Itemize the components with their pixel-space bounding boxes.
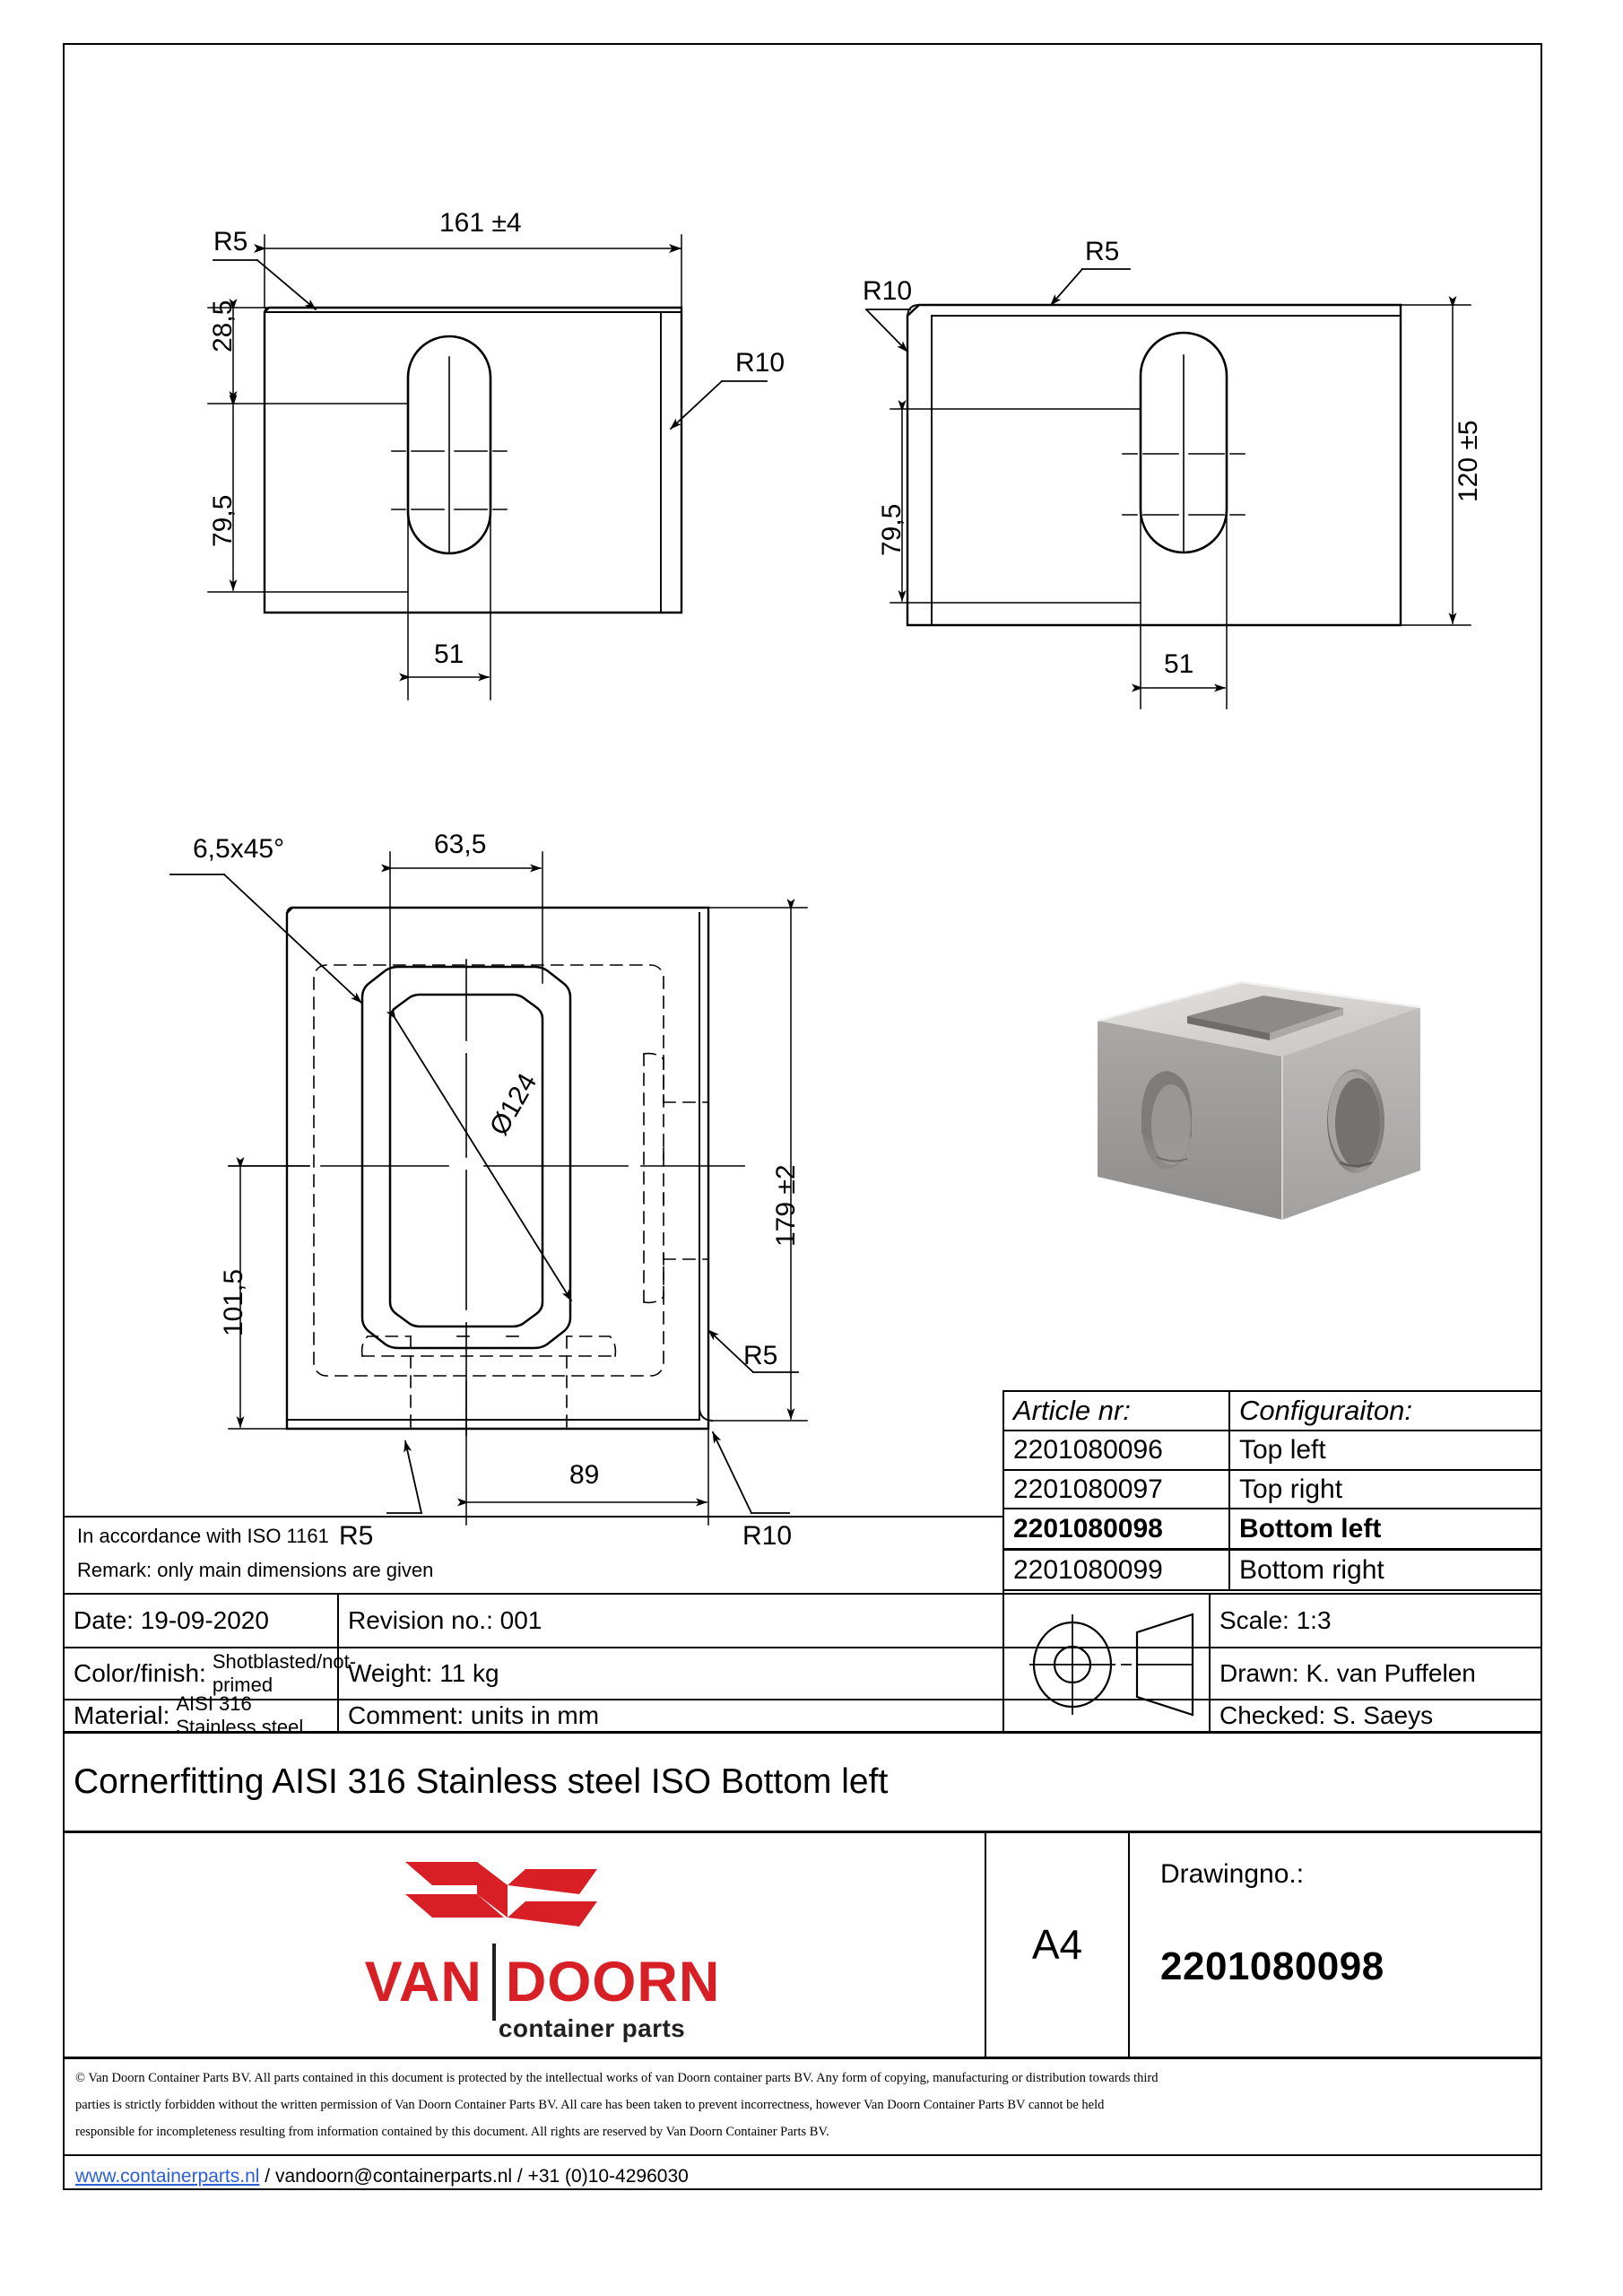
dim-view3-diameter: Ø124: [484, 1068, 543, 1141]
material-field: Material: AISI 316 Stainless steel: [74, 1692, 304, 1738]
contact-line: [75, 2166, 689, 2187]
article-table-header-article: Article nr:: [1013, 1395, 1131, 1426]
dim-view1-r10: R10: [735, 348, 785, 378]
dim-view3-hole-width: 63,5: [434, 830, 487, 859]
drawing-no-value: 2201080098: [1160, 1944, 1384, 1988]
article-table-row-1-article: 2201080097: [1013, 1474, 1163, 1504]
logo-word-van: VAN: [364, 1951, 482, 2013]
article-table-row-1-configuration: Top right: [1239, 1474, 1343, 1504]
dim-view3-height: 179 ±2: [771, 1164, 801, 1247]
dim-view3-r5-right: R5: [743, 1341, 778, 1370]
sheet-size: A4: [1031, 1921, 1083, 1968]
date-field: Date: 19-09-2020: [74, 1606, 269, 1634]
weight-field: Weight: 11 kg: [348, 1659, 499, 1687]
drawing-no-label: Drawingno.:: [1160, 1859, 1305, 1889]
copyright-line-2: responsible for incompleteness resulting from information contained by this document. All rights are reserved by Van Doorn Container Parts BV.: [75, 2125, 829, 2139]
dim-view3-chamfer: 6,5x45°: [193, 834, 285, 864]
dim-view2-r10: R10: [863, 276, 913, 306]
logo-divider: [492, 1944, 496, 2021]
article-table-row-3-article: 2201080099: [1013, 1554, 1163, 1585]
dim-view1-top-offset: 28,5: [208, 300, 238, 352]
comment-field: Comment: units in mm: [348, 1701, 600, 1729]
isometric-render: [1056, 951, 1558, 1309]
iso-standard-note: In accordance with ISO 1161: [77, 1525, 329, 1547]
company-logo: [269, 1855, 816, 2048]
drawn-by-field: Drawn: K. van Puffelen: [1219, 1659, 1476, 1687]
article-table-header-configuration: Configuraiton:: [1239, 1395, 1413, 1426]
article-table-row-3-configuration: Bottom right: [1239, 1554, 1384, 1585]
website-link[interactable]: www.containerparts.nl: [75, 2166, 260, 2187]
dim-view3-r10: R10: [742, 1521, 793, 1551]
remark-note: Remark: only main dimensions are given: [77, 1559, 434, 1581]
dim-view1-width: 161 ±4: [439, 208, 522, 238]
revision-field: Revision no.: 001: [348, 1606, 542, 1634]
dim-view1-r5: R5: [213, 227, 248, 257]
color-finish-field: Color/finish: Shotblasted/not-primed: [74, 1650, 357, 1696]
article-table-row-0-configuration: Top left: [1239, 1435, 1326, 1465]
dim-view2-hole-height: 79,5: [877, 503, 907, 556]
dim-view1-hole-width: 51: [434, 639, 464, 669]
dim-view3-left-dim: 101,5: [219, 1268, 248, 1336]
dim-view2-hole-width: 51: [1164, 649, 1194, 679]
checked-by-field: Checked: S. Saeys: [1219, 1701, 1434, 1729]
copyright-line-1: parties is strictly forbidden without the written permission of Van Doorn Container Parts BV. All care has been taken to prevent incorrectness, however Van Doorn Container Parts BV cannot be held: [75, 2098, 1105, 2112]
article-table-row-2-article: 2201080098: [1013, 1513, 1163, 1544]
article-table-row-2-configuration: Bottom left: [1239, 1513, 1382, 1544]
dim-view3-r5-bottom-left: R5: [339, 1521, 374, 1551]
first-angle-projection-symbol: [1004, 1595, 1209, 1734]
contact-rest: / vandoorn@containerparts.nl / +31 (0)10-4296030: [259, 2166, 689, 2187]
dim-view1-hole-height: 79,5: [208, 494, 238, 547]
main-title-row: [63, 1734, 1542, 1832]
dim-view3-bottom-dim: 89: [569, 1460, 600, 1490]
copyright-line-0: © Van Doorn Container Parts BV. All parts contained in this document is protected by the intellectual works of van Doorn container parts BV. Any form of copying, manufacturing or distribution towards third: [75, 2071, 1159, 2085]
dim-view2-height: 120 ±5: [1454, 420, 1483, 502]
scale-field: Scale: 1:3: [1219, 1606, 1332, 1634]
title-block: [63, 1516, 1542, 1738]
logo-tagline: container parts: [498, 2014, 686, 2042]
page-title: Cornerfitting AISI 316 Stainless steel ISO Bottom left: [74, 1762, 889, 1801]
chevron-logo-icon: [269, 1855, 816, 1952]
article-table-row-0-article: 2201080096: [1013, 1435, 1163, 1465]
dim-view2-r5: R5: [1085, 237, 1120, 266]
logo-word-doorn: DOORN: [505, 1951, 721, 2013]
logo-wordmark: [269, 1952, 816, 2013]
copyright-footer: [63, 2058, 1542, 2190]
